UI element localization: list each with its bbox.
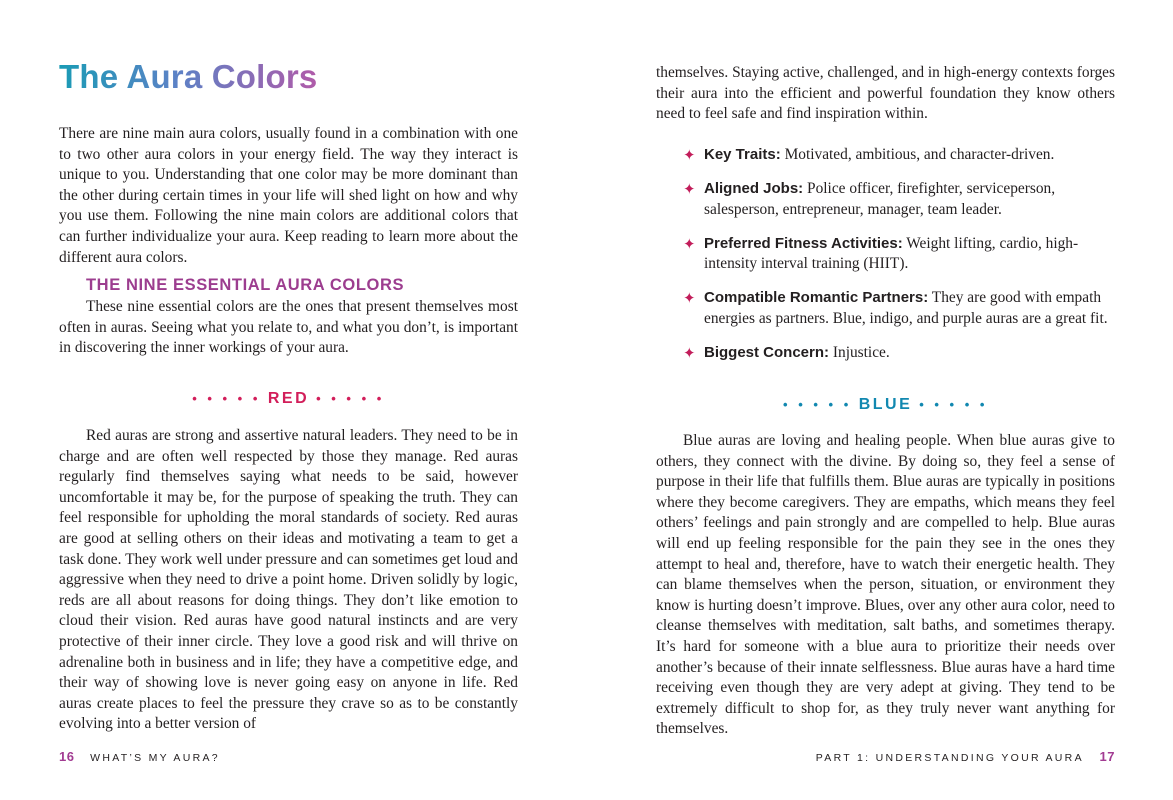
blue-heading (656, 396, 1115, 414)
trait-label: Biggest Concern: (704, 344, 830, 362)
blue-heading-label: BLUE (858, 396, 913, 413)
continuation-paragraph: themselves. Staying active, challenged, and in high-energy contexts forges their aura into the efficient and powerful foundation they know others need to feel safe and find inspiration within. (656, 64, 1115, 123)
red-heading (59, 390, 518, 408)
star-bullet-icon: ✦ (683, 344, 696, 363)
trait-text: Police officer, firefighter, serviceperson, salesperson, entrepreneur, manager, team leader. (704, 180, 1056, 218)
section-subheading: THE NINE ESSENTIAL AURA COLORS (86, 276, 405, 294)
left-page (59, 0, 518, 800)
list-item (683, 288, 1115, 329)
left-footer (59, 749, 220, 764)
star-bullet-icon: ✦ (683, 180, 696, 199)
list-item (683, 234, 1115, 275)
traits-list (683, 145, 1115, 377)
trait-text: Weight lifting, cardio, high-intensity interval training (HIIT). (704, 234, 1079, 273)
right-footer (816, 749, 1115, 764)
dots-decoration: • • • • • (919, 397, 988, 412)
list-item (683, 343, 1115, 364)
red-paragraph: Red auras are strong and assertive natural leaders. They need to be in charge and are often well respected by those they manage. Red auras regularly find themselves saying what needs to be said, however uncomfortable it may be, for the purpose of speaking the truth. They can feel responsible for upholding the moral standards of society. Red auras are good at selling others on their ideas and motivating a team to get a task done. They work well under pressure and can sometimes get loud and aggressive when they need to drive a point home. Driven solidly by logic, reds are all about reasons for doing things. They don’t like emotion to cloud their vision. Red auras have good natural instincts and are very protective of their inner circle. They love a good risk and will thrive on adrenaline both in business and in life; they have a competitive edge, and their way of showing love is never going easy on anyone in life. Red auras create places to feel the pressure they crave so as to be constantly evolving into a better version of (59, 427, 518, 733)
dots-decoration: • • • • • (192, 391, 261, 406)
blue-paragraph: Blue auras are loving and healing people. When blue auras give to others, they connect with the divine. By doing so, they feel a sense of purpose in their life that fulfills them. Blue auras are typically in positions where they become caregivers. They are empaths, which means they feel others’ feelings and pain strongly and are compelled to help. Blue auras will end up feeling responsible for the pain they see in the ones they attempt to heal and, therefore, have to watch their energetic health. They can blame themselves when the person, situation, or environment they know is hurting doesn’t improve. Blues, over any other aura color, need to cleanse themselves with meditation, salt baths, and sometimes therapy. It’s hard for someone with a blue aura to prioritize their needs over another’s because of their innate selflessness. Blue auras have a hard time receiving even though they are very adept at giving. They tend to be extremely difficult to shop for, as they truly never want anything for themselves. (656, 432, 1115, 738)
page-number: 17 (1099, 749, 1115, 764)
red-heading-label: RED (267, 390, 310, 407)
list-item (683, 145, 1115, 166)
essential-paragraph: These nine essential colors are the ones that present themselves most often in auras. Seeing what you relate to, and what you don’t, is important in discovering the inner workings of your aura. (59, 298, 518, 357)
dots-decoration: • • • • • (316, 391, 385, 406)
trait-label: Aligned Jobs: (704, 180, 804, 198)
running-head: PART 1: UNDERSTANDING YOUR AURA (815, 752, 1084, 764)
page-title: The Aura Colors (59, 58, 318, 95)
star-bullet-icon: ✦ (683, 234, 696, 253)
trait-text: Motivated, ambitious, and character-driven. (784, 146, 1055, 163)
trait-label: Key Traits: (704, 146, 781, 163)
trait-label: Compatible Romantic Partners: (704, 289, 929, 307)
list-item (683, 179, 1115, 220)
page-number: 16 (59, 749, 75, 764)
star-bullet-icon: ✦ (683, 146, 696, 164)
intro-paragraph: There are nine main aura colors, usually found in a combination with one to two other aura colors in your energy field. The way they interact is unique to you. Understanding that one color may be more dominant than the other during certain times in your life will shed light on how and why you use them. Following the nine main colors are additional colors that can further individualize your aura. Keep reading to learn more about the different aura colors. (59, 125, 518, 266)
running-head: WHAT’S MY AURA? (90, 752, 220, 764)
star-bullet-icon: ✦ (683, 289, 696, 308)
trait-label: Preferred Fitness Activities: (704, 234, 903, 252)
trait-text: Injustice. (832, 344, 890, 362)
right-page (656, 0, 1115, 800)
dots-decoration: • • • • • (783, 397, 852, 412)
trait-text: They are good with empath energies as partners. Blue, indigo, and purple auras are a great fit. (704, 289, 1108, 328)
